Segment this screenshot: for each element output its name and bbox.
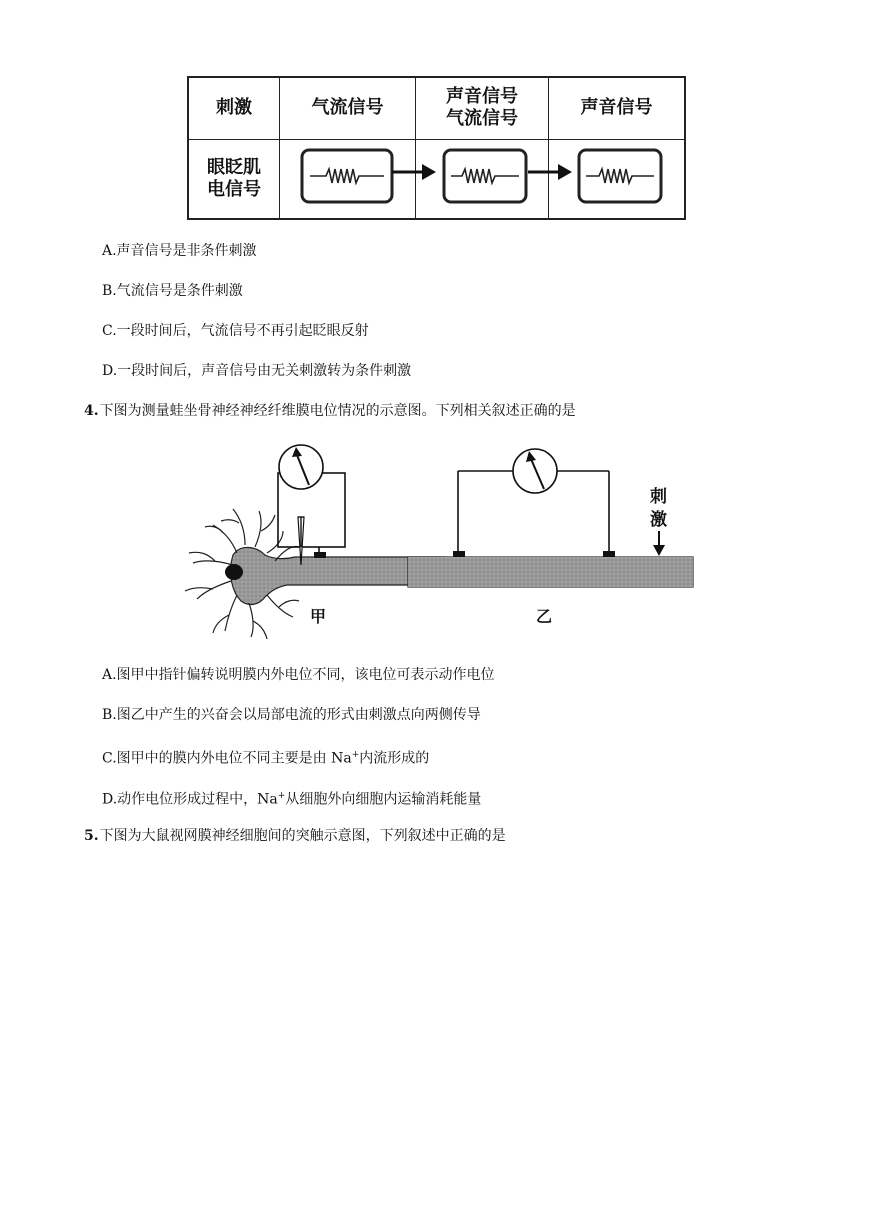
q3-option-d: D.一段时间后，声音信号由无关刺激转为条件刺激 <box>102 363 412 379</box>
figure-label-jia: 甲 <box>310 607 327 626</box>
voltmeter-b <box>453 449 615 557</box>
q4-option-c-post: 内流形成的 <box>359 750 430 767</box>
stimulus-label: 刺 激 <box>650 487 667 530</box>
q4-option-d-post: 从细胞外向细胞内运输消耗能量 <box>285 791 482 808</box>
membrane-potential-diagram <box>175 435 705 645</box>
q4-option-c-pre: C.图甲中的膜内外电位不同主要是由 Na <box>102 750 352 767</box>
q4-option-d <box>102 787 481 809</box>
stimulus-arrow-icon <box>653 531 665 556</box>
q4-stem <box>84 402 576 420</box>
q4-option-d-pre: D.动作电位形成过程中，Na <box>102 791 278 808</box>
q4-option-a: A.图甲中指针偏转说明膜内外电位不同，该电位可表示动作电位 <box>102 667 495 683</box>
table-header-airflow: 气流信号 <box>280 77 416 139</box>
q4-option-d-sup: + <box>277 791 286 801</box>
voltmeter-a <box>278 445 345 565</box>
figure-label-yi: 乙 <box>536 607 553 626</box>
q3-option-b: B.气流信号是条件刺激 <box>102 283 243 299</box>
q5-stem-text: 下图为大鼠视网膜神经细胞间的突触示意图，下列叙述中正确的是 <box>99 828 506 844</box>
table-header-sound-airflow: 声音信号 气流信号 <box>416 77 549 139</box>
conditioning-table <box>187 76 686 220</box>
table-row-label: 眼眨肌 电信号 <box>188 139 280 219</box>
q4-stem-text: 下图为测量蛙坐骨神经神经纤维膜电位情况的示意图。下列相关叙述正确的是 <box>99 403 576 419</box>
q4-option-b: B.图乙中产生的兴奋会以局部电流的形式由刺激点向两侧传导 <box>102 707 481 723</box>
q4-number: 4. <box>84 403 99 419</box>
q3-option-a: A.声音信号是非条件刺激 <box>102 243 257 259</box>
table-header-stimulus: 刺激 <box>188 77 280 139</box>
q5-stem <box>84 827 506 845</box>
q4-option-c-sup: + <box>351 750 360 760</box>
arrow-right-icon <box>526 160 574 184</box>
q5-number: 5. <box>84 828 99 844</box>
q4-option-c <box>102 746 429 768</box>
arrow-right-icon <box>390 160 438 184</box>
table-header-sound: 声音信号 <box>549 77 686 139</box>
q3-option-c: C.一段时间后，气流信号不再引起眨眼反射 <box>102 323 369 339</box>
